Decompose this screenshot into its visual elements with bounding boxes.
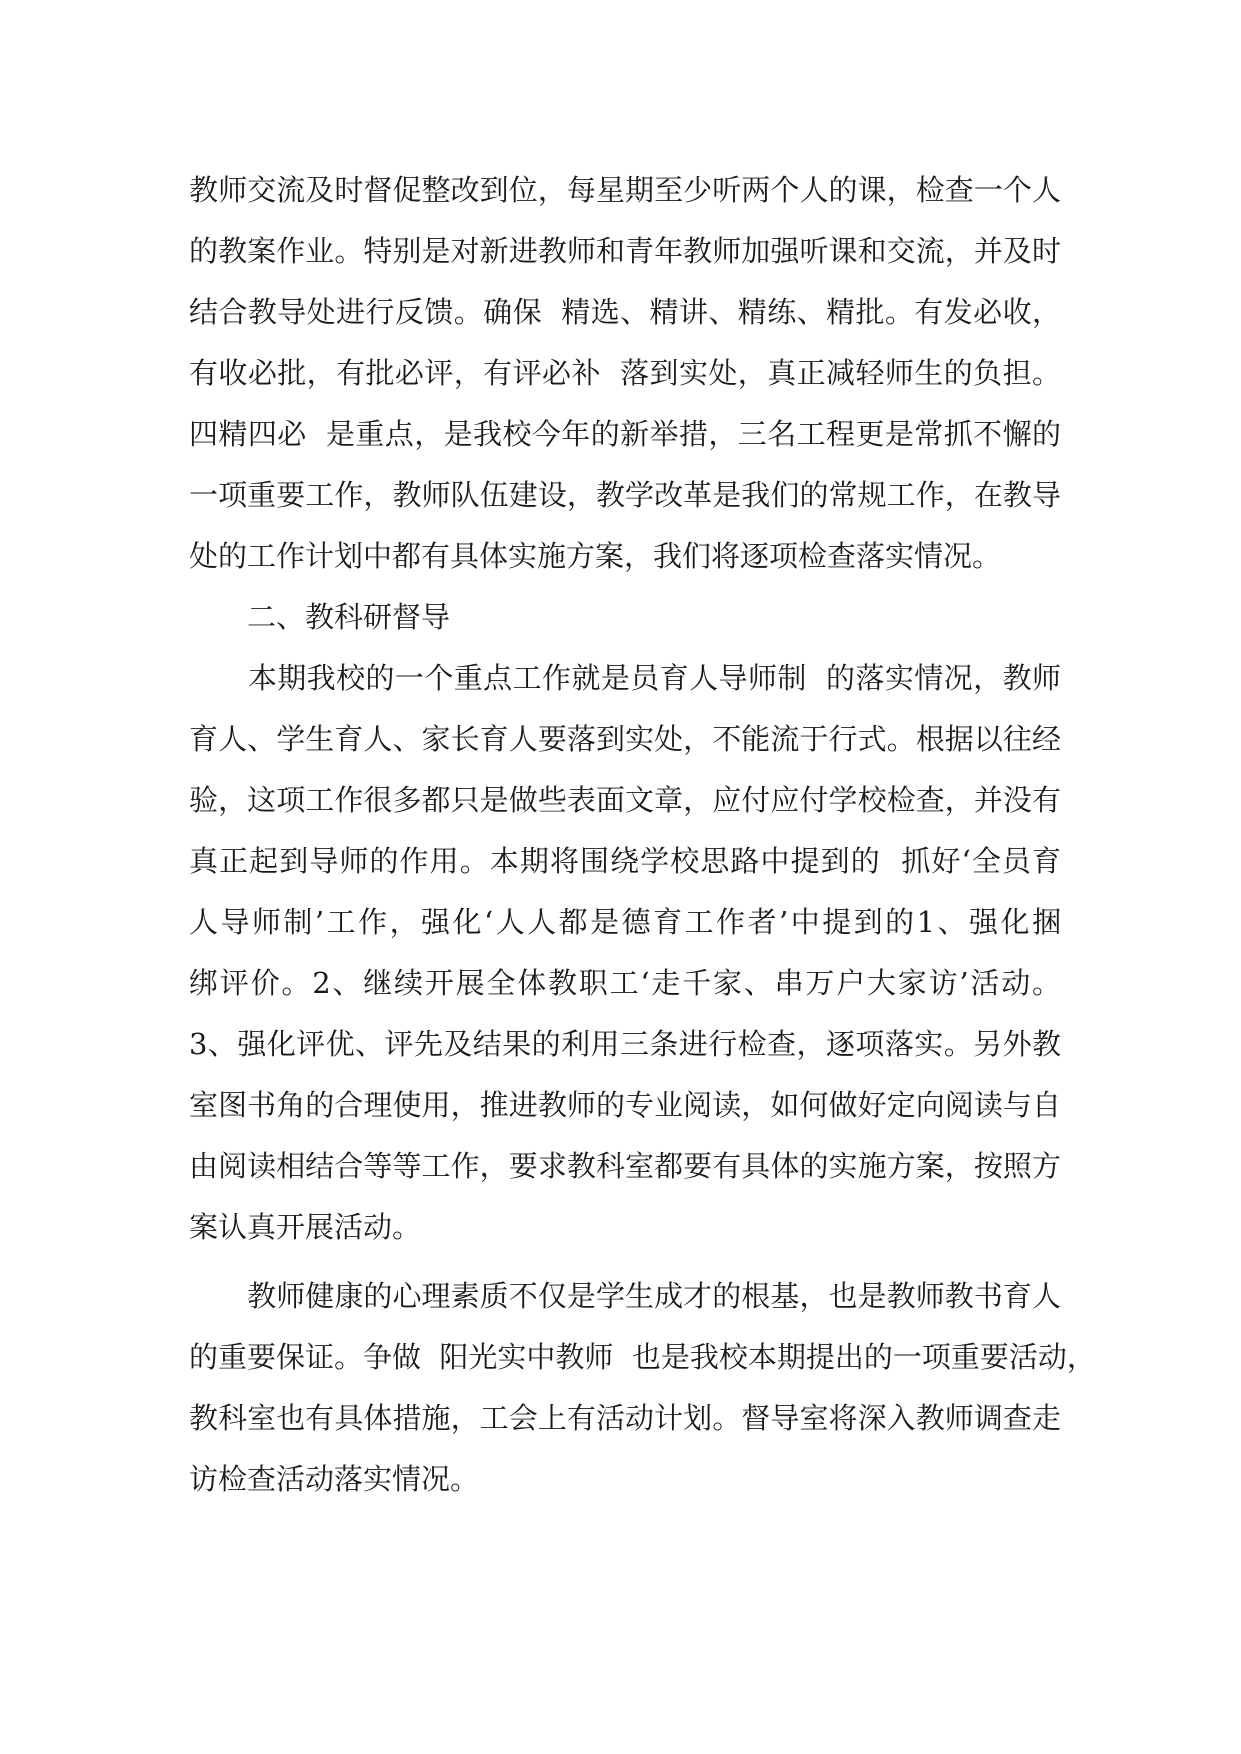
- text-line: 有收必批，有批必评，有评必补 落到实处，真正减轻师生的负担。: [189, 356, 1061, 390]
- text-line: 教科室也有具体措施，工会上有活动计划。督导室将深入教师调查走: [189, 1401, 1061, 1435]
- text-line: 一项重要工作，教师队伍建设，教学改革是我们的常规工作，在教导: [189, 478, 1061, 512]
- text-line: 室图书角的合理使用，推进教师的专业阅读，如何做好定向阅读与自: [189, 1088, 1061, 1122]
- text-line: 本期我校的一个重点工作就是员育人导师制 的落实情况，教师: [189, 661, 1061, 695]
- text-line: 的重要保证。争做 阳光实中教师 也是我校本期提出的一项重要活动，: [189, 1340, 1096, 1374]
- text-line: 育人、学生育人、家长育人要落到实处，不能流于行式。根据以往经: [189, 722, 1061, 756]
- document-body: [189, 160, 1096, 1510]
- section-heading: 二、教科研督导: [247, 600, 451, 634]
- text-line: 教师交流及时督促整改到位，每星期至少听两个人的课，检查一个人: [189, 173, 1061, 207]
- paragraph-continued: [189, 160, 1061, 587]
- paragraph: [189, 648, 1061, 1258]
- text-line: 的教案作业。特别是对新进教师和青年教师加强听课和交流，并及时: [189, 234, 1061, 268]
- paragraph: [189, 1266, 1096, 1510]
- text-line: 教师健康的心理素质不仅是学生成才的根基，也是教师教书育人: [189, 1279, 1061, 1313]
- text-line: 四精四必 是重点，是我校今年的新举措，三名工程更是常抓不懈的: [189, 417, 1061, 451]
- text-line: 案认真开展活动。: [189, 1210, 422, 1244]
- text-line: 人导师制’工作，强化‘人人都是德育工作者’中提到的1、强化捆: [189, 905, 1061, 939]
- text-line: 由阅读相结合等等工作，要求教科室都要有具体的实施方案，按照方: [189, 1149, 1061, 1183]
- text-line: 处的工作计划中都有具体实施方案，我们将逐项检查落实情况。: [189, 539, 1002, 573]
- text-line: 访检查活动落实情况。: [189, 1462, 480, 1496]
- text-line: 绑评价。2、继续开展全体教职工‘走千家、串万户大家访’活动。: [189, 966, 1061, 1000]
- text-line: 验，这项工作很多都只是做些表面文章，应付应付学校检查，并没有: [189, 783, 1061, 817]
- text-line: 真正起到导师的作用。本期将围绕学校思路中提到的 抓好‘全员育: [189, 844, 1061, 878]
- text-line: 3、强化评优、评先及结果的利用三条进行检查，逐项落实。另外教: [189, 1027, 1061, 1061]
- text-line: 结合教导处进行反馈。确保 精选、精讲、精练、精批。有发必收，: [189, 295, 1061, 329]
